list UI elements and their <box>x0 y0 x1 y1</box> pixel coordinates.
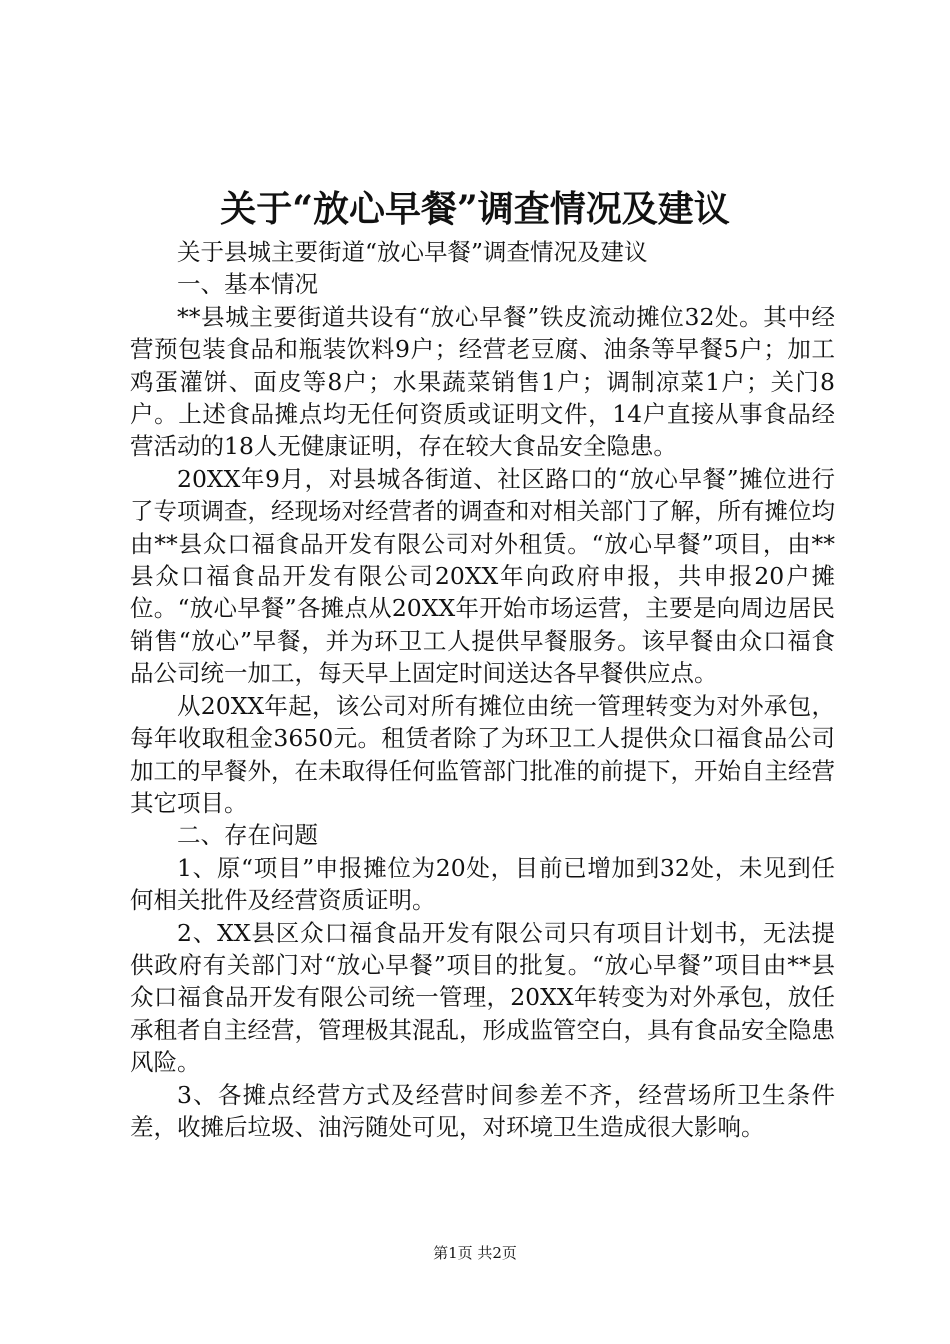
section-heading-problems: 二、存在问题 <box>177 821 318 850</box>
section-heading-basic-situation: 一、基本情况 <box>177 270 318 299</box>
body-paragraph: 20XX年9月，对县城各街道、社区路口的“放心早餐”摊位进行了专项调查，经现场对经营者的调查和对相关部门了解，所有摊位均由**县众口福食品开发有限公司对外租赁。“放心早餐”项目，由**县众口福食品开发有限公司20XX年向政府申报，共申报20户摊位。“放心早餐”各摊点从20XX年开始市场运营，主要是向周边居民销售“放心”早餐，并为环卫工人提供早餐服务。该早餐由众口福食品公司统一加工，每天早上固定时间送达各早餐供应点。 <box>130 464 835 688</box>
document-title: 关于“放心早餐”调查情况及建议 <box>220 188 730 230</box>
problem-item: 3、各摊点经营方式及经营时间参差不齐，经营场所卫生条件差，收摊后垃圾、油污随处可见，对环境卫生造成很大影响。 <box>130 1080 835 1141</box>
problem-item: 1、原“项目”申报摊位为20处，目前已增加到32处，未见到任何相关批件及经营资质证明。 <box>130 853 835 915</box>
problem-item: 2、XX县区众口福食品开发有限公司只有项目计划书，无法提供政府有关部门对“放心早餐”项目的批复。“放心早餐”项目由**县众口福食品开发有限公司统一管理，20XX年转变为对外承包，放任承租者自主经营，管理极其混乱，形成监管空白，具有食品安全隐患风险。 <box>130 918 835 1077</box>
document-body <box>130 236 835 1143</box>
subtitle-paragraph: 关于县城主要街道“放心早餐”调查情况及建议 <box>177 238 648 266</box>
body-paragraph: 从20XX年起，该公司对所有摊位由统一管理转变为对外承包，每年收取租金3650元。租赁者除了为环卫工人提供众口福食品公司加工的早餐外，在未取得任何监管部门批准的前提下，开始自主经营其它项目。 <box>130 691 835 817</box>
body-paragraph: **县城主要街道共设有“放心早餐”铁皮流动摊位32处。其中经营预包装食品和瓶装饮料9户；经营老豆腐、油条等早餐5户；加工鸡蛋灌饼、面皮等8户；水果蔬菜销售1户；调制凉菜1户；关门8户。上述食品摊点均无任何资质或证明文件，14户直接从事食品经营活动的18人无健康证明，存在较大食品安全隐患。 <box>130 302 835 461</box>
page-footer: 第1页 共2页 <box>433 1244 517 1262</box>
